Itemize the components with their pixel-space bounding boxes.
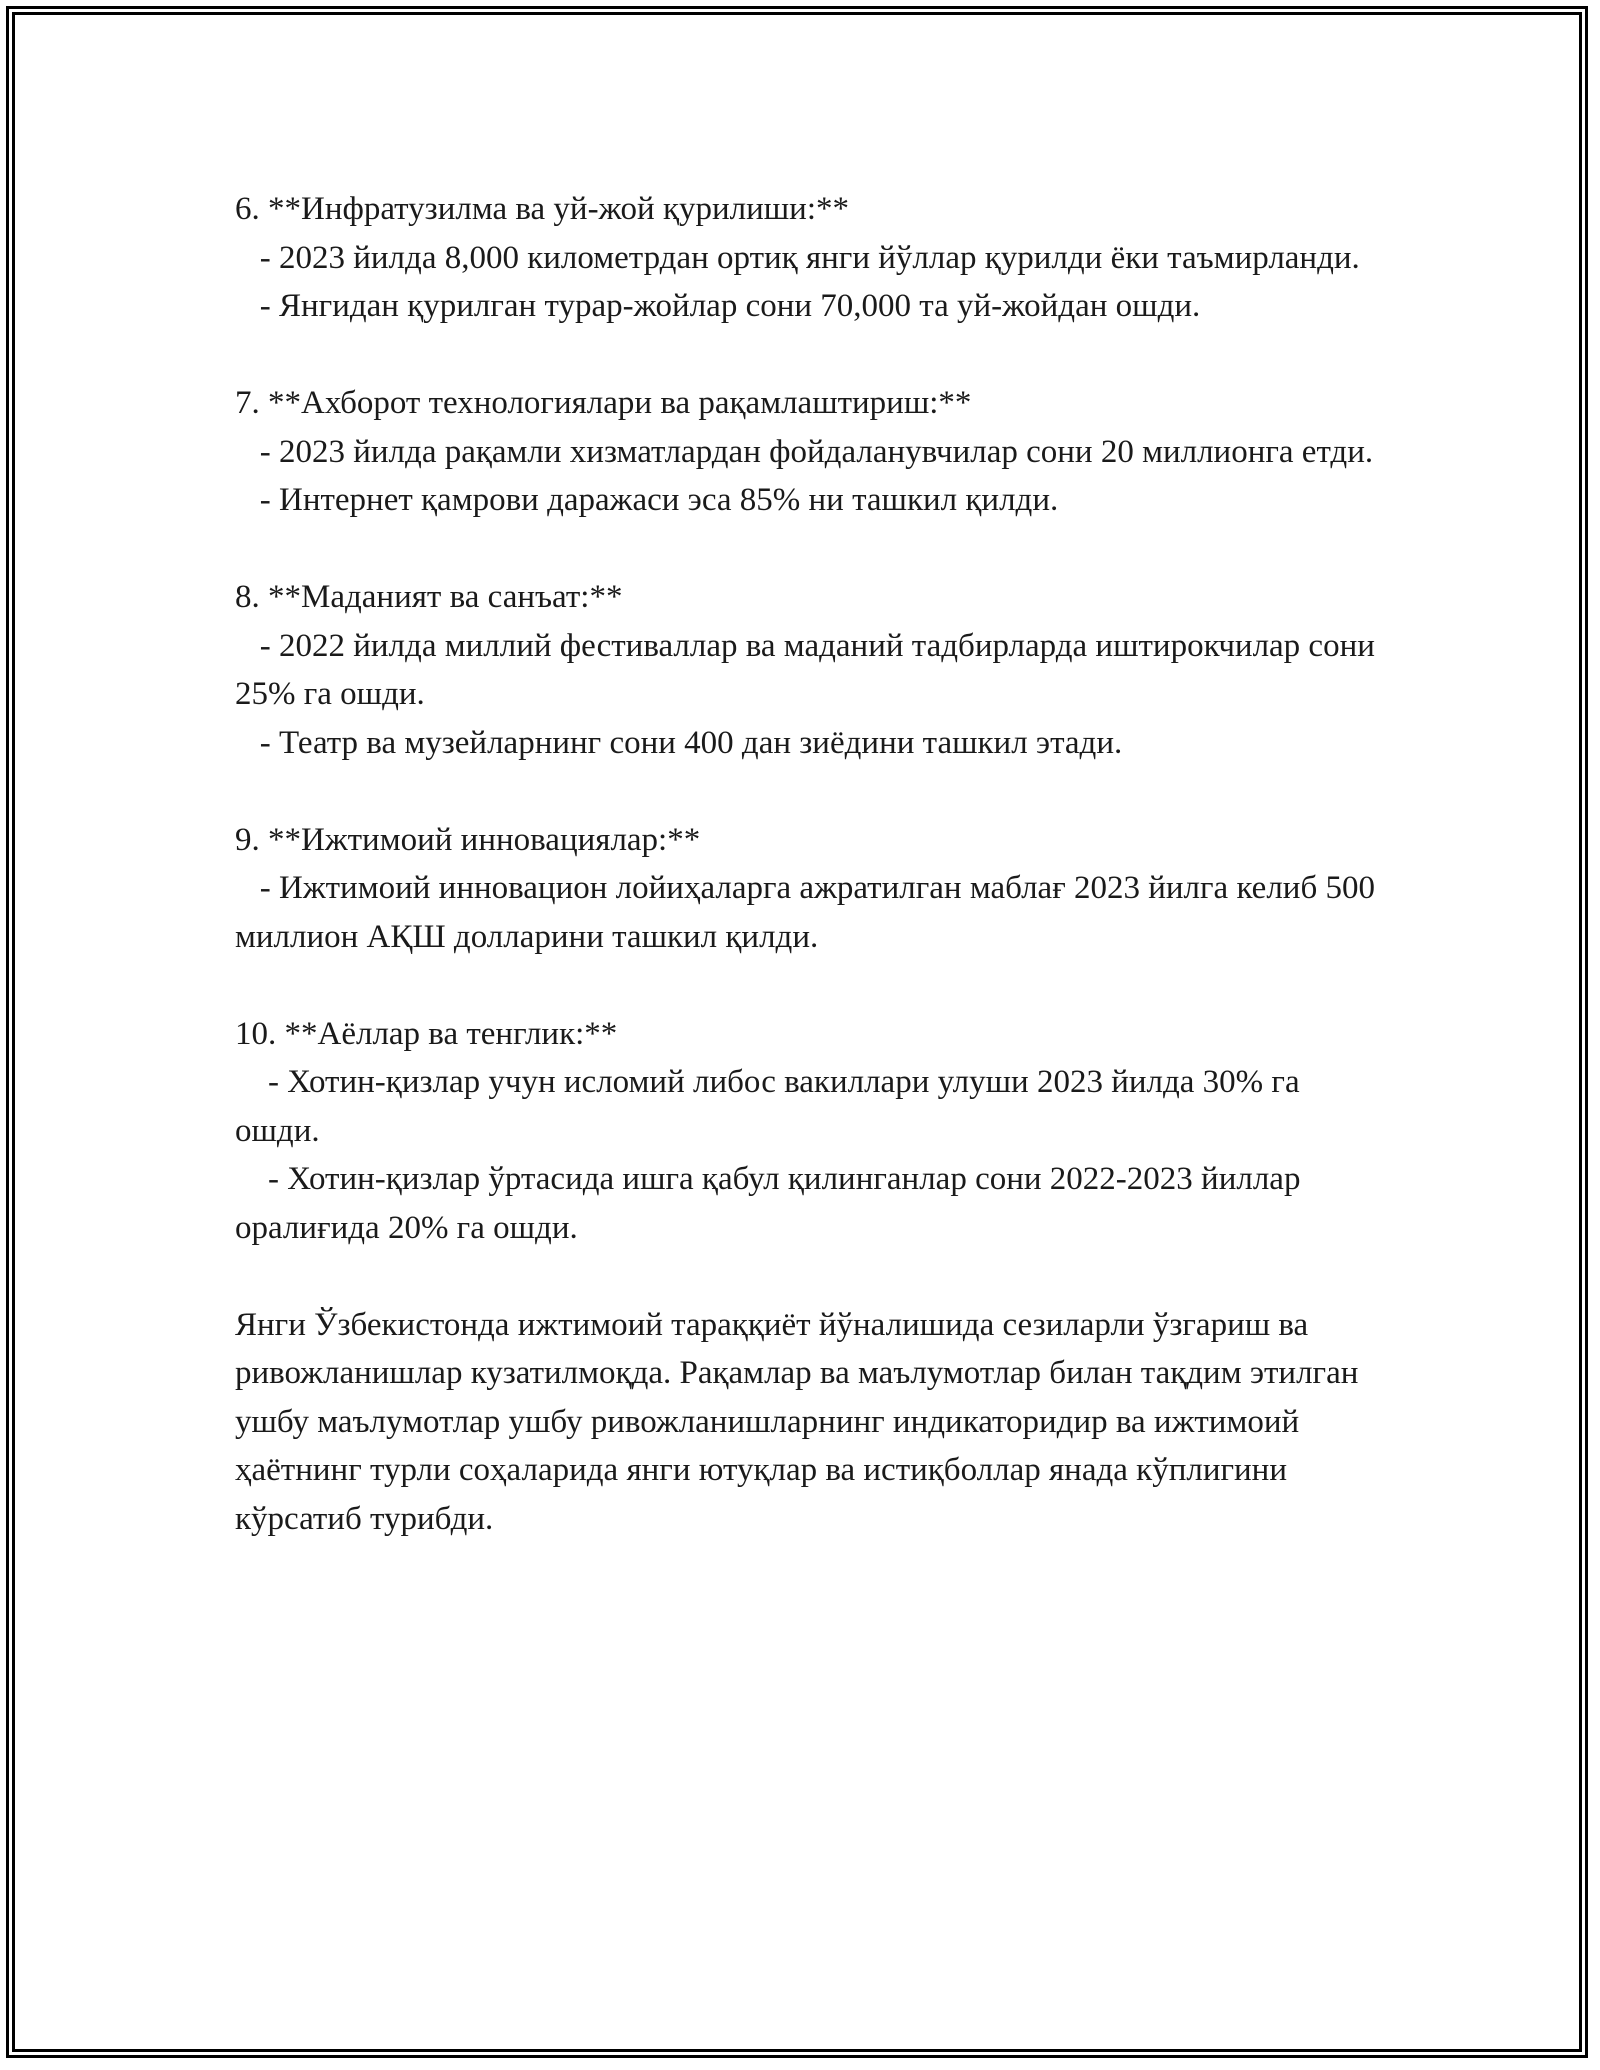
bullet-item: - Ижтимоий инновацион лойиҳаларга ажратилган маблағ 2023 йилга келиб 500 миллион АҚШ долларини ташкил қилди. [235, 870, 1384, 955]
conclusion-paragraph: Янги Ўзбекистонда ижтимоий тараққиёт йўналишида сезиларли ўзгариш ва ривожланишлар кузатилмоқда. Рақамлар ва маълумотлар билан тақдим этилган ушбу маълумотлар ушбу ривожланишларнинг индикаторидир ва ижтимоий ҳаётнинг турли соҳаларида янги ютуқлар ва истиқболлар янада кўплигини кўрсатиб турибди. [235, 1306, 1367, 1537]
document-body [235, 185, 1384, 1543]
bullet-item: - 2023 йилда 8,000 километрдан ортиқ янги йўллар қурилди ёки таъмирланди. [235, 239, 1360, 276]
bullet-item: - Янгидан қурилган турар-жойлар сони 70,000 та уй-жойдан ошди. [235, 288, 1201, 324]
bullet-item: - 2022 йилда миллий фестиваллар ва маданий тадбирларда иштирокчилар сони 25% га ошди. [235, 627, 1384, 712]
bullet-item: - 2023 йилда рақамли хизматлардан фойдаланувчилар сони 20 миллионга етди. [235, 433, 1374, 470]
section-8 [235, 573, 1384, 767]
bullet-item: - Интернет қамрови даражаси эса 85% ни ташкил қилди. [235, 482, 1059, 518]
section-9 [235, 816, 1384, 962]
section-heading: 6. **Инфратузилма ва уй-жой қурилиши:** [235, 191, 850, 227]
section-heading: 8. **Маданият ва санъат:** [235, 579, 623, 615]
section-7 [235, 379, 1375, 525]
section-6 [235, 185, 1375, 331]
section-10 [235, 1010, 1375, 1253]
section-heading: 10. **Аёллар ва тенглик:** [235, 1015, 618, 1052]
section-heading: 7. **Ахборот технологиялари ва рақамлаштириш:** [235, 385, 972, 421]
bullet-item: - Хотин-қизлар ўртасида ишга қабул қилинганлар сони 2022-2023 йиллар оралиғида 20% га ошди. [235, 1161, 1309, 1246]
bullet-item: - Хотин-қизлар учун исломий либос вакиллари улуши 2023 йилда 30% га ошди. [235, 1064, 1308, 1149]
bullet-item: - Театр ва музейларнинг сони 400 дан зиёдини ташкил этади. [235, 724, 1123, 761]
section-heading: 9. **Ижтимоий инновациялар:** [235, 821, 701, 858]
